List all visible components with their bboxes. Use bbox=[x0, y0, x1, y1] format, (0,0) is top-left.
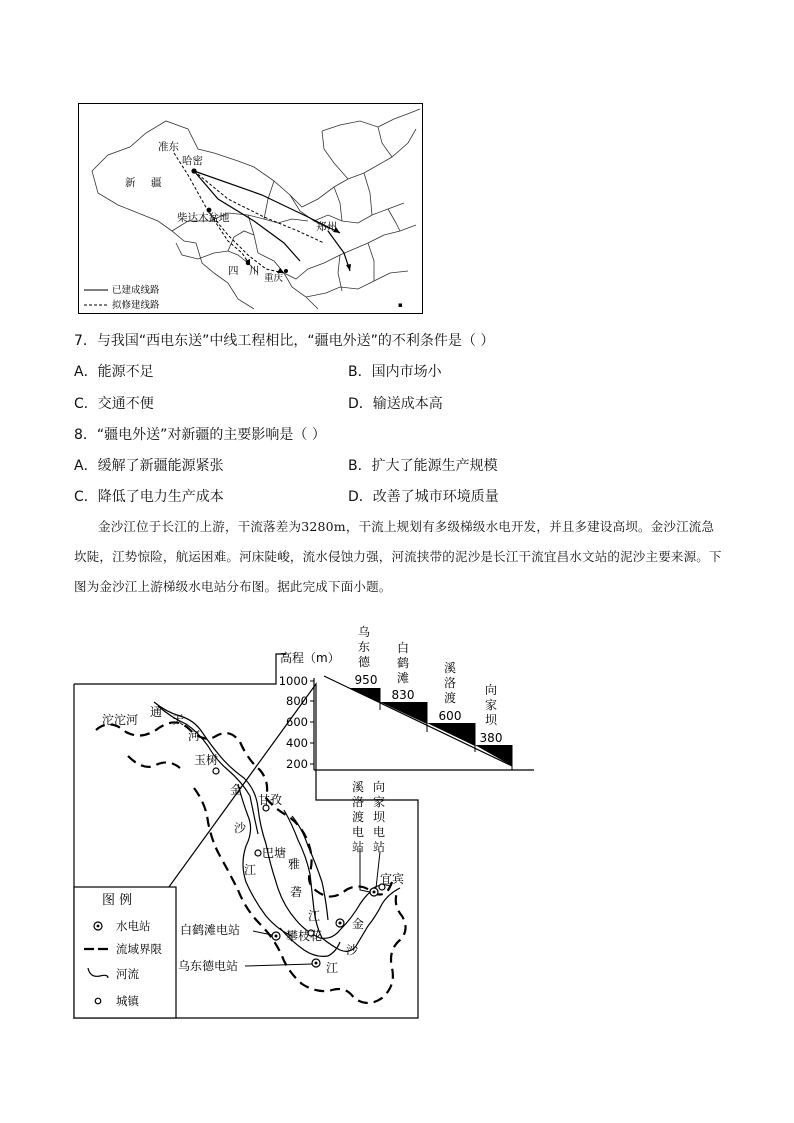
question-8-option-b: B．扩大了能源生产规模 bbox=[348, 458, 498, 474]
question-7-option-b: B．国内市场小 bbox=[348, 364, 442, 380]
label-xiangjiaba-station-2: 家 bbox=[372, 795, 386, 809]
jinsha-river-map bbox=[70, 620, 540, 1022]
label-hami: 哈密 bbox=[182, 155, 203, 167]
question-8-option-d: D．改善了城市环境质量 bbox=[348, 489, 499, 505]
xiluodu-step bbox=[427, 723, 475, 746]
label-xinjiang-a: 新 bbox=[125, 177, 136, 189]
profile-xiluodu-1: 溪 bbox=[443, 661, 457, 675]
label-wudongde-station: 乌东德电站 bbox=[178, 959, 239, 973]
yushu-city bbox=[213, 768, 219, 774]
profile-wudongde-2: 东 bbox=[357, 640, 371, 654]
legend-title: 图 例 bbox=[102, 893, 133, 908]
label-jiang1: 江 bbox=[244, 863, 257, 877]
profile-xiangjiaba-value: 380 bbox=[479, 731, 503, 745]
label-xiluodu-station-4: 电 bbox=[351, 825, 365, 839]
label-baihetan-station: 白鹤滩电站 bbox=[180, 923, 241, 937]
legend-station: 水电站 bbox=[116, 919, 151, 933]
profile-wudongde-3: 德 bbox=[357, 655, 371, 669]
question-8-stem: 8．“疆电外送”对新疆的主要影响是（ ） bbox=[74, 427, 326, 443]
label-xinjiang-b: 疆 bbox=[151, 177, 162, 189]
profile-xiluodu-2: 洛 bbox=[443, 676, 457, 690]
profile-xiluodu-3: 渡 bbox=[443, 691, 457, 705]
label-xiluodu-station-5: 站 bbox=[351, 840, 365, 854]
tick-1000: 1000 bbox=[278, 674, 308, 688]
tick-200: 200 bbox=[286, 757, 308, 771]
question-7-option-a: A．能源不足 bbox=[74, 364, 154, 380]
label-zhengzhou: 郑州 bbox=[316, 221, 337, 233]
label-xiangjiaba-station-5: 站 bbox=[372, 840, 386, 854]
label-panzhihua: 攀枝花 bbox=[286, 929, 323, 943]
profile-xiluodu-value: 600 bbox=[438, 709, 462, 723]
label-xiangjiaba-station-4: 电 bbox=[372, 825, 386, 839]
label-sha2: 沙 bbox=[346, 943, 359, 957]
map2-legend bbox=[74, 887, 176, 1018]
label-xiluodu-station-1: 溪 bbox=[351, 780, 365, 794]
label-he: 河 bbox=[188, 729, 201, 743]
label-tong: 通 bbox=[150, 705, 163, 719]
label-qaidam: 柴达木盆地 bbox=[177, 212, 230, 224]
label-tuotuo: 沱沱河 bbox=[102, 713, 139, 727]
label-jiang3: 江 bbox=[326, 961, 339, 975]
chongqing-city bbox=[284, 269, 288, 273]
profile-baihetan-3: 滩 bbox=[396, 671, 410, 685]
label-jin1: 金 bbox=[230, 783, 243, 797]
label-sha1: 沙 bbox=[234, 821, 247, 835]
xiangjiaba-step bbox=[475, 745, 512, 766]
legend-built-label: 已建成线路 bbox=[112, 285, 160, 296]
label-tian: 天 bbox=[172, 713, 185, 727]
hami-city bbox=[191, 168, 196, 173]
question-7-stem: 7．与我国“西电东送”中线工程相比，“疆电外送”的不利条件是（ ） bbox=[74, 333, 495, 349]
label-jin2: 金 bbox=[352, 917, 365, 931]
batang-city bbox=[255, 850, 261, 856]
legend-town: 城镇 bbox=[116, 994, 139, 1008]
label-xiluodu-station-2: 洛 bbox=[351, 795, 365, 809]
profile-xiangjiaba-3: 坝 bbox=[484, 713, 498, 727]
label-ya: 雅 bbox=[288, 857, 301, 871]
profile-xiangjiaba-1: 向 bbox=[484, 683, 498, 697]
legend-river: 河流 bbox=[116, 967, 139, 981]
label-ganzi: 甘孜 bbox=[258, 793, 283, 807]
profile-wudongde-1: 乌 bbox=[357, 625, 371, 639]
label-xiangjiaba-station-1: 向 bbox=[372, 780, 386, 794]
passage: 金沙江位于长江的上游，干流落差为3280m，干流上规划有多级梯级水电开发，并且多建设高坝。金沙江流急坎陡，江势惊险，航运困难。河床陡峻，流水侵蚀力强，河流挟带的泥沙是长江干流宜昌水文站的泥沙主要来源。下图为金沙江上游梯级水电站分布图。据此完成下面小题。 bbox=[74, 519, 722, 594]
elevation-profile bbox=[279, 624, 534, 771]
label-yibin: 宜宾 bbox=[380, 872, 405, 886]
label-chongqing: 重庆 bbox=[264, 273, 284, 284]
label-sichuan-a: 四 bbox=[228, 265, 239, 277]
profile-axis-title: 高程（m） bbox=[280, 651, 340, 665]
tick-400: 400 bbox=[286, 736, 308, 750]
profile-wudongde-value: 950 bbox=[354, 673, 378, 687]
profile-xiangjiaba-2: 家 bbox=[484, 698, 498, 712]
label-long: 砻 bbox=[290, 885, 303, 899]
question-8-option-c: C．降低了电力生产成本 bbox=[74, 489, 224, 505]
profile-baihetan-value: 830 bbox=[391, 688, 415, 702]
profile-baihetan-1: 白 bbox=[396, 641, 410, 655]
power-line-map bbox=[78, 103, 423, 314]
legend-planned-label: 拟修建线路 bbox=[112, 300, 160, 311]
label-xiluodu-station-3: 渡 bbox=[351, 810, 365, 824]
label-batang: 巴塘 bbox=[262, 846, 287, 860]
baihetan-step bbox=[380, 702, 427, 724]
label-zhundong: 准东 bbox=[158, 141, 179, 153]
label-xiangjiaba-station-3: 坝 bbox=[372, 810, 386, 824]
label-jiang2: 江 bbox=[308, 909, 321, 923]
label-yushu: 玉树 bbox=[194, 753, 219, 767]
profile-baihetan-2: 鹤 bbox=[396, 656, 410, 670]
label-sichuan-b: 川 bbox=[249, 265, 260, 277]
question-7-option-d: D．输送成本高 bbox=[348, 396, 443, 412]
question-7-option-c: C．交通不便 bbox=[74, 396, 154, 412]
svg-text:▪: ▪ bbox=[398, 301, 403, 309]
tick-800: 800 bbox=[286, 694, 308, 708]
legend-boundary: 流域界限 bbox=[116, 942, 162, 956]
question-8-option-a: A．缓解了新疆能源紧张 bbox=[74, 458, 224, 474]
tick-600: 600 bbox=[286, 715, 308, 729]
